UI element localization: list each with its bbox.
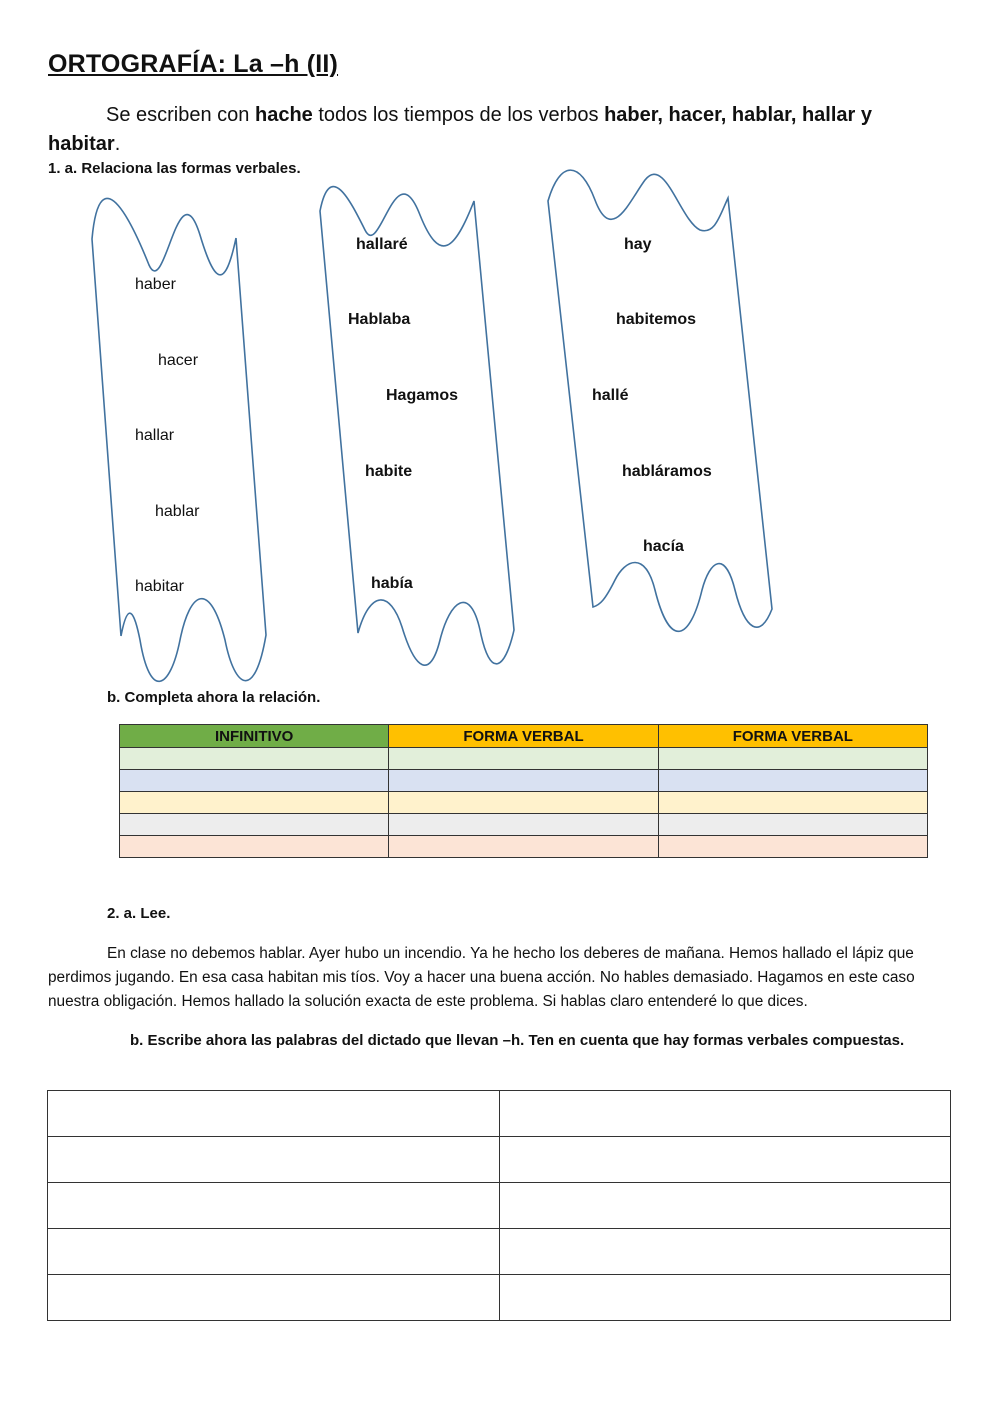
answer-cell[interactable] — [120, 814, 389, 836]
answer-cell[interactable] — [389, 814, 658, 836]
intro-bold-verbs: haber, hacer, hablar, hallar y habitar — [48, 104, 872, 155]
page-title: ORTOGRAFÍA: La –h (II) — [48, 50, 339, 78]
table-row — [120, 748, 928, 770]
answer-cell[interactable] — [499, 1275, 951, 1321]
verb-word: hallaré — [356, 236, 408, 253]
answer-cell[interactable] — [658, 792, 927, 814]
verb-word: hablar — [155, 503, 200, 520]
answer-cell[interactable] — [389, 748, 658, 770]
table-row — [120, 770, 928, 792]
answer-cell[interactable] — [499, 1091, 951, 1137]
table-row — [120, 836, 928, 858]
answer-cell[interactable] — [120, 770, 389, 792]
table-row — [48, 1229, 951, 1275]
exercise-1b-instruction: b. Completa ahora la relación. — [107, 689, 321, 706]
intro-text-1: Se escriben con — [106, 104, 255, 126]
verb-word: hay — [624, 236, 652, 253]
verb-word: Hagamos — [386, 387, 459, 404]
verb-word: haber — [135, 276, 176, 293]
answer-cell[interactable] — [389, 836, 658, 858]
answer-cell[interactable] — [658, 836, 927, 858]
answer-cell[interactable] — [499, 1229, 951, 1275]
verb-word: hallé — [592, 387, 629, 404]
intro-text-2: todos los tiempos de los verbos — [312, 104, 605, 126]
verb-word: hacía — [643, 538, 684, 555]
answer-cell[interactable] — [499, 1137, 951, 1183]
exercise-2a-instruction: 2. a. Lee. — [107, 905, 171, 922]
verb-word: habite — [365, 463, 413, 480]
table-row — [48, 1183, 951, 1229]
verb-word: había — [371, 575, 413, 592]
answer-cell[interactable] — [658, 814, 927, 836]
answer-cell[interactable] — [48, 1137, 500, 1183]
table-row — [48, 1091, 951, 1137]
relation-table — [119, 724, 928, 858]
answer-cell[interactable] — [48, 1091, 500, 1137]
exercise-1a-instruction: 1. a. Relaciona las formas verbales. — [48, 160, 301, 177]
verb-word: habitar — [135, 578, 184, 595]
header-infinitivo: INFINITIVO — [120, 725, 389, 748]
relation-header-row — [120, 725, 928, 748]
intro-text-3: . — [114, 133, 121, 155]
header-forma-verbal-1: FORMA VERBAL — [389, 725, 658, 748]
table-row — [120, 792, 928, 814]
answer-cell[interactable] — [48, 1275, 500, 1321]
verb-word: hacer — [158, 352, 199, 369]
answer-cell[interactable] — [499, 1183, 951, 1229]
banner-3-outline — [548, 170, 772, 631]
intro-bold-hache: hache — [254, 104, 313, 126]
answer-cell[interactable] — [658, 748, 927, 770]
reading-paragraph: En clase no debemos hablar. Ayer hubo un incendio. Ya he hecho los deberes de mañana. Hemos hallado el lápiz que perdimos jugando. En esa casa habitan mis tíos. Voy a hacer una buena acción. No hables demasiado. Hagamos en este caso nuestra obligación. Hemos hallado la solución exacta de este problema. Si hablas claro entenderé lo que dices. — [48, 945, 915, 1010]
answer-cell[interactable] — [48, 1183, 500, 1229]
answer-cell[interactable] — [389, 792, 658, 814]
verb-word: Hablaba — [348, 311, 411, 328]
answer-cell[interactable] — [120, 748, 389, 770]
banner-1-outline — [92, 198, 266, 681]
table-row — [120, 814, 928, 836]
answer-cell[interactable] — [120, 792, 389, 814]
table-row — [48, 1275, 951, 1321]
answer-cell[interactable] — [389, 770, 658, 792]
verb-word: hallar — [135, 427, 175, 444]
answer-cell[interactable] — [658, 770, 927, 792]
answer-table — [47, 1090, 951, 1321]
table-row — [48, 1137, 951, 1183]
answer-cell[interactable] — [120, 836, 389, 858]
answer-cell[interactable] — [48, 1229, 500, 1275]
verb-word: habitemos — [616, 311, 697, 328]
banner-2-outline — [320, 187, 514, 666]
verb-word: habláramos — [622, 463, 712, 480]
header-forma-verbal-2: FORMA VERBAL — [658, 725, 927, 748]
exercise-2b-instruction: b. Escribe ahora las palabras del dictado que llevan –h. Ten en cuenta que hay formas verbales compuestas. — [130, 1032, 905, 1049]
